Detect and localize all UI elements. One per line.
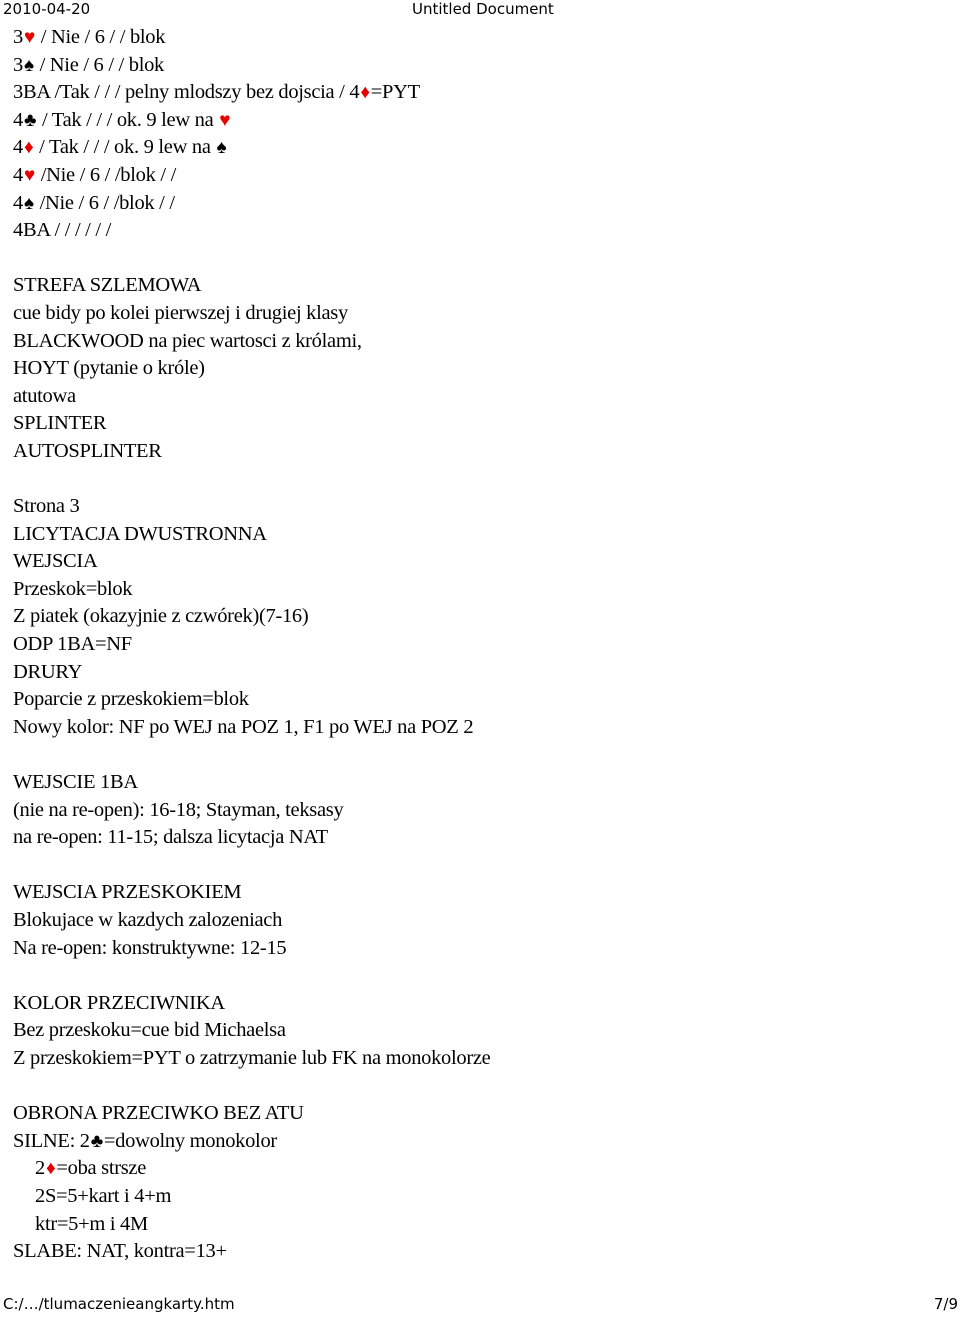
- bid-line-4s: 4♠ /Nie / 6 / /blok / /: [13, 191, 175, 214]
- bid-line-4h: 4♥ /Nie / 6 / /blok / /: [13, 163, 176, 186]
- diamond-icon: ♦: [360, 82, 370, 104]
- spacer: [13, 962, 943, 990]
- club-icon: ♣: [90, 1130, 103, 1152]
- spade-icon: ♠: [23, 54, 34, 76]
- club-icon: ♣: [23, 109, 37, 131]
- page-marker: Strona 3: [13, 495, 80, 518]
- spacer: [13, 852, 943, 880]
- nt-overcall-line: (nie na re-open): 16-18; Stayman, teksasy: [13, 798, 344, 821]
- spacer: [13, 466, 943, 494]
- slam-line: AUTOSPLINTER: [13, 439, 162, 462]
- section-heading-nt-defense: OBRONA PRZECIWKO BEZ ATU: [13, 1102, 304, 1125]
- competitive-line: Z piatek (okazyjnie z czwórek)(7-16): [13, 605, 309, 628]
- nt-overcall-line: na re-open: 11-15; dalsza licytacja NAT: [13, 826, 328, 849]
- jump-overcall-line: Blokujace w kazdych zalozeniach: [13, 909, 283, 931]
- competitive-line: Przeskok=blok: [13, 577, 133, 600]
- opp-suit-line: Z przeskokiem=PYT o zatrzymanie lub FK na monokolorze: [13, 1046, 491, 1069]
- bid-line-3nt: 3BA /Tak / / / pelny mlodszy bez dojscia / 4♦=PYT: [13, 81, 420, 104]
- slam-line: SPLINTER: [13, 412, 107, 435]
- section-heading-opp-suit: KOLOR PRZECIWNIKA: [13, 991, 225, 1014]
- print-header: [0, 0, 960, 20]
- slam-line: atutowa: [13, 384, 76, 407]
- section-heading-slam: STREFA SZLEMOWA: [13, 274, 202, 297]
- diamond-icon: ♦: [45, 1158, 56, 1180]
- heart-icon: ♥: [23, 164, 35, 186]
- section-heading-jump-overcall: WEJSCIA PRZESKOKIEM: [13, 881, 242, 904]
- slam-line: BLACKWOOD na piec wartosci z królami,: [13, 329, 362, 352]
- spade-icon: ♠: [23, 192, 34, 214]
- section-heading-competitive: LICYTACJA DWUSTRONNA: [13, 522, 267, 545]
- bid-line-3s: 3♠ / Nie / 6 / / blok: [13, 53, 165, 76]
- print-footer: [0, 1294, 960, 1316]
- spacer: [13, 741, 943, 769]
- nt-defense-2d: 2♦=oba strsze: [35, 1157, 147, 1180]
- competitive-line: Poparcie z przeskokiem=blok: [13, 688, 249, 711]
- header-date: 2010-04-20: [3, 0, 91, 18]
- nt-defense-strong: SILNE: 2♣=dowolny monokolor: [13, 1129, 277, 1152]
- spade-icon: ♠: [216, 137, 227, 159]
- bid-line-4c: 4♣ / Tak / / / ok. 9 lew na ♥: [13, 108, 231, 131]
- nt-defense-ktr: ktr=5+m i 4M: [35, 1212, 148, 1235]
- section-heading-nt-overcall: WEJSCIE 1BA: [13, 771, 138, 794]
- heart-icon: ♥: [23, 27, 35, 48]
- diamond-icon: ♦: [23, 137, 34, 159]
- competitive-line: WEJSCIA: [13, 550, 98, 573]
- slam-line: cue bidy po kolei pierwszej i drugiej klasy: [13, 301, 348, 324]
- bid-line-3h: 3♥ / Nie / 6 / / blok: [13, 26, 166, 48]
- slam-line: HOYT (pytanie o króle): [13, 357, 205, 380]
- nt-defense-2s: 2S=5+kart i 4+m: [35, 1184, 172, 1207]
- competitive-line: ODP 1BA=NF: [13, 633, 132, 656]
- spacer: [13, 1073, 943, 1101]
- bid-line-4nt: 4BA / / / / / /: [13, 219, 112, 242]
- jump-overcall-line: Na re-open: konstruktywne: 12-15: [13, 936, 287, 959]
- spacer: [13, 245, 943, 273]
- opp-suit-line: Bez przeskoku=cue bid Michaelsa: [13, 1019, 286, 1042]
- heart-icon: ♥: [219, 109, 231, 131]
- footer-page-number: 7/9: [933, 1295, 958, 1313]
- document-body: [13, 24, 943, 1266]
- footer-file-path: C:/…/tlumaczenieangkarty.htm: [3, 1295, 235, 1313]
- header-title: Untitled Document: [412, 0, 554, 18]
- nt-defense-weak: SLABE: NAT, kontra=13+: [13, 1240, 227, 1263]
- bid-line-4d: 4♦ / Tak / / / ok. 9 lew na ♠: [13, 136, 227, 159]
- competitive-line: Nowy kolor: NF po WEJ na POZ 1, F1 po WEJ na POZ 2: [13, 715, 474, 738]
- competitive-line: DRURY: [13, 660, 83, 683]
